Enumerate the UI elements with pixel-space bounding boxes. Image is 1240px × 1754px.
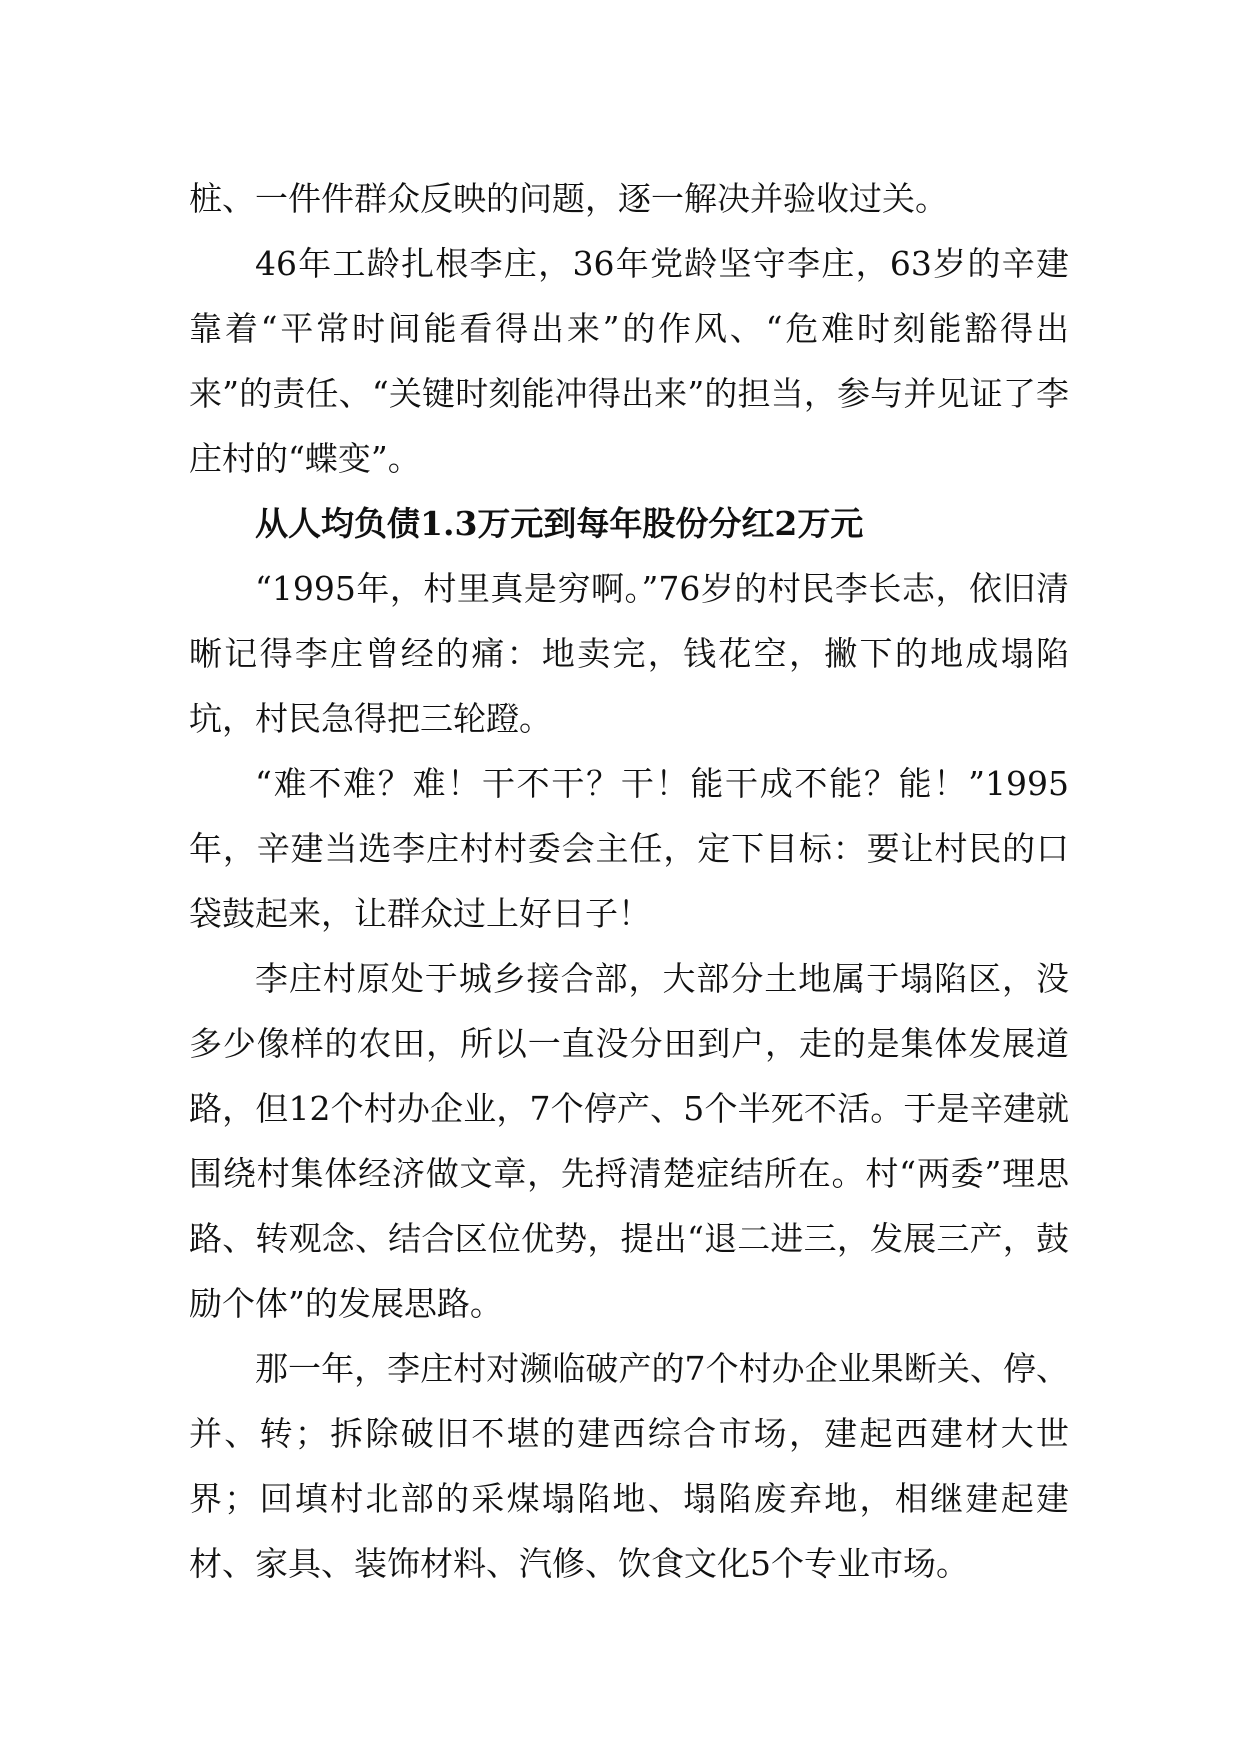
paragraph-continuation: 桩、一件件群众反映的问题，逐一解决并验收过关。 (189, 179, 948, 218)
paragraph: 46年工龄扎根李庄，36年党龄坚守李庄，63岁的辛建靠着“平常时间能看得出来”的作风、“危难时刻能豁得出来”的责任、“关键时刻能冲得出来”的担当，参与并见证了李庄村的“蝶变”。 (189, 244, 1069, 478)
paragraph: “难不难？难！干不干？干！能干成不能？能！”1995年，辛建当选李庄村村委会主任，定下目标：要让村民的口袋鼓起来，让群众过上好日子！ (189, 764, 1069, 933)
paragraph: 李庄村原处于城乡接合部，大部分土地属于塌陷区，没多少像样的农田，所以一直没分田到户，走的是集体发展道路，但12个村办企业，7个停产、5个半死不活。于是辛建就围绕村集体经济做文章，先捋清楚症结所在。村“两委”理思路、转观念、结合区位优势，提出“退二进三，发展三产，鼓励个体”的发展思路。 (189, 959, 1069, 1323)
paragraph: “1995年，村里真是穷啊。”76岁的村民李长志，依旧清晰记得李庄曾经的痛：地卖完，钱花空，撇下的地成塌陷坑，村民急得把三轮蹬。 (189, 569, 1069, 738)
paragraph: 那一年，李庄村对濒临破产的7个村办企业果断关、停、并、转；拆除破旧不堪的建西综合市场，建起西建材大世界；回填村北部的采煤塌陷地、塌陷废弃地，相继建起建材、家具、装饰材料、汽修、饮食文化5个专业市场。 (189, 1349, 1069, 1583)
document-body (189, 166, 1069, 1596)
section-heading: 从人均负债1.3万元到每年股份分红2万元 (255, 504, 864, 543)
